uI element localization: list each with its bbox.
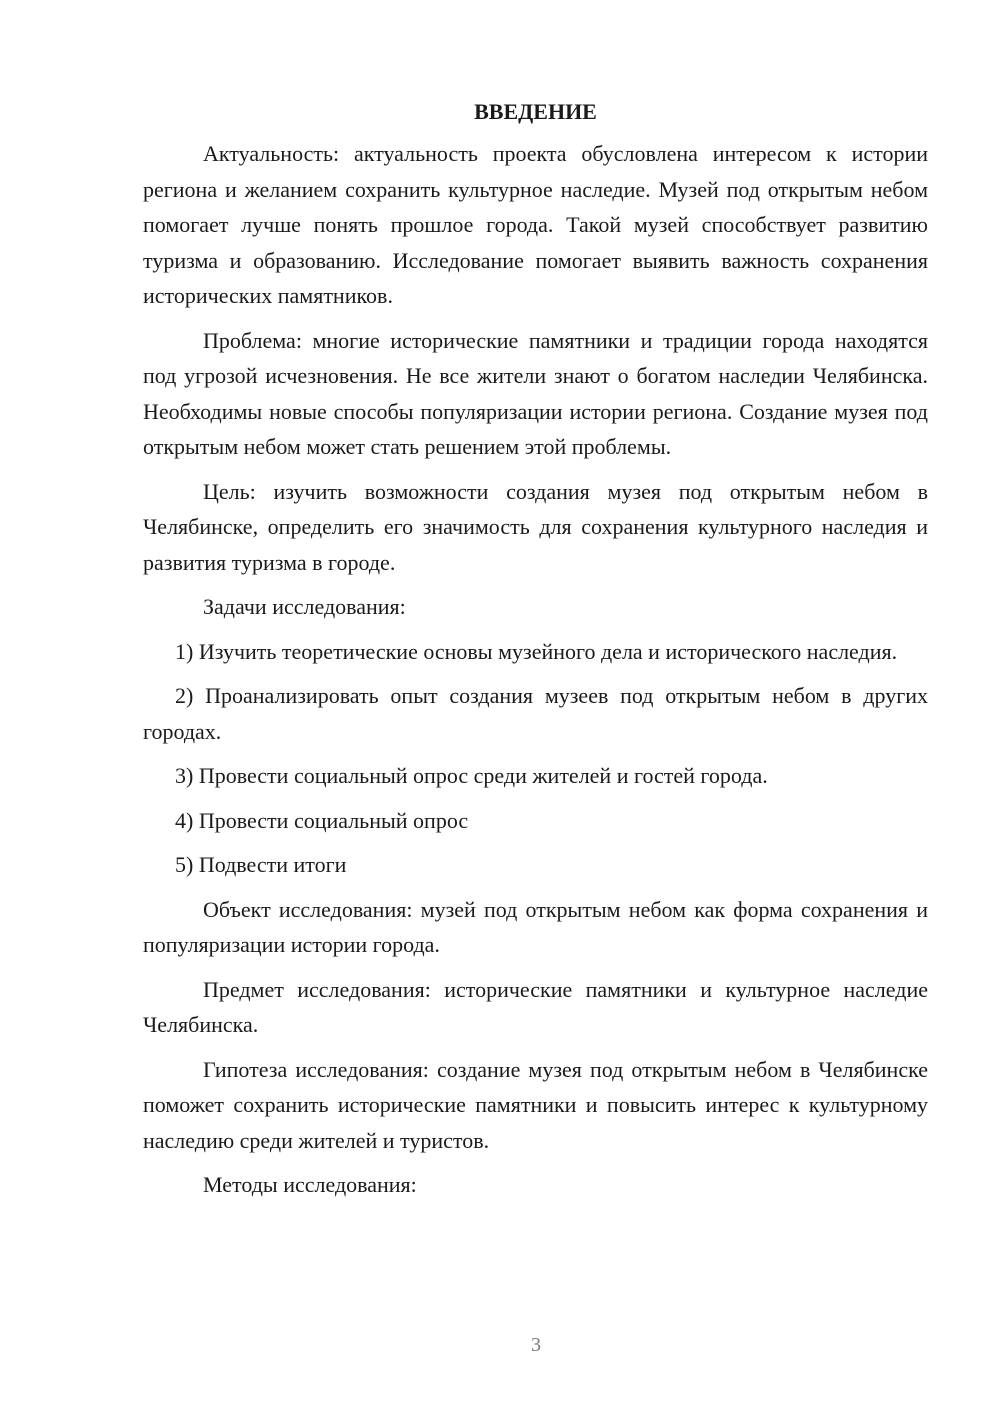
paragraph-tasks-heading: Задачи исследования: [203,594,406,619]
paragraph-problem: Проблема: многие исторические памятники и традиции города находятся под угрозой исчезновения. Не все жители знают о богатом наследии Челябинска. Необходимы новые способы популяризации истории региона. Создание музея под открытым небом может стать решением этой проблемы. [143,327,928,459]
list-item: 2) Проанализировать опыт создания музеев под открытым небом в других городах. [143,683,928,744]
page-title: ВВЕДЕНИЕ [474,99,597,124]
tasks-list [143,634,928,883]
paragraph-hypothesis: Гипотеза исследования: создание музея под открытым небом в Челябинске поможет сохранить исторические памятники и повысить интерес к культурному наследию среди жителей и туристов. [143,1056,928,1153]
page-number: 3 [531,1334,541,1356]
list-item: 3) Провести социальный опрос среди жителей и гостей города. [175,763,768,788]
list-item: 5) Подвести итоги [175,852,347,877]
list-item: 4) Провести социальный опрос [175,807,469,833]
paragraph-goal: Цель: изучить возможности создания музея под открытым небом в Челябинске, определить его значимость для сохранения культурного наследия и развития туризма в городе. [143,478,928,575]
paragraph-methods-heading: Методы исследования: [203,1172,417,1197]
list-item: 1) Изучить теоретические основы музейного дела и исторического наследия. [175,638,898,664]
page-content [143,94,928,1212]
paragraph-relevance: Актуальность: актуальность проекта обусловлена интересом к истории региона и желанием сохранить культурное наследие. Музей под открытым небом помогает лучше понять прошлое города. Такой музей способствует развитию туризма и образованию. Исследование помогает выявить важность сохранения исторических памятников. [143,141,928,308]
paragraph-object: Объект исследования: музей под открытым небом как форма сохранения и популяризации истории города. [143,896,928,957]
paragraph-subject: Предмет исследования: исторические памятники и культурное наследие Челябинска. [143,976,928,1037]
